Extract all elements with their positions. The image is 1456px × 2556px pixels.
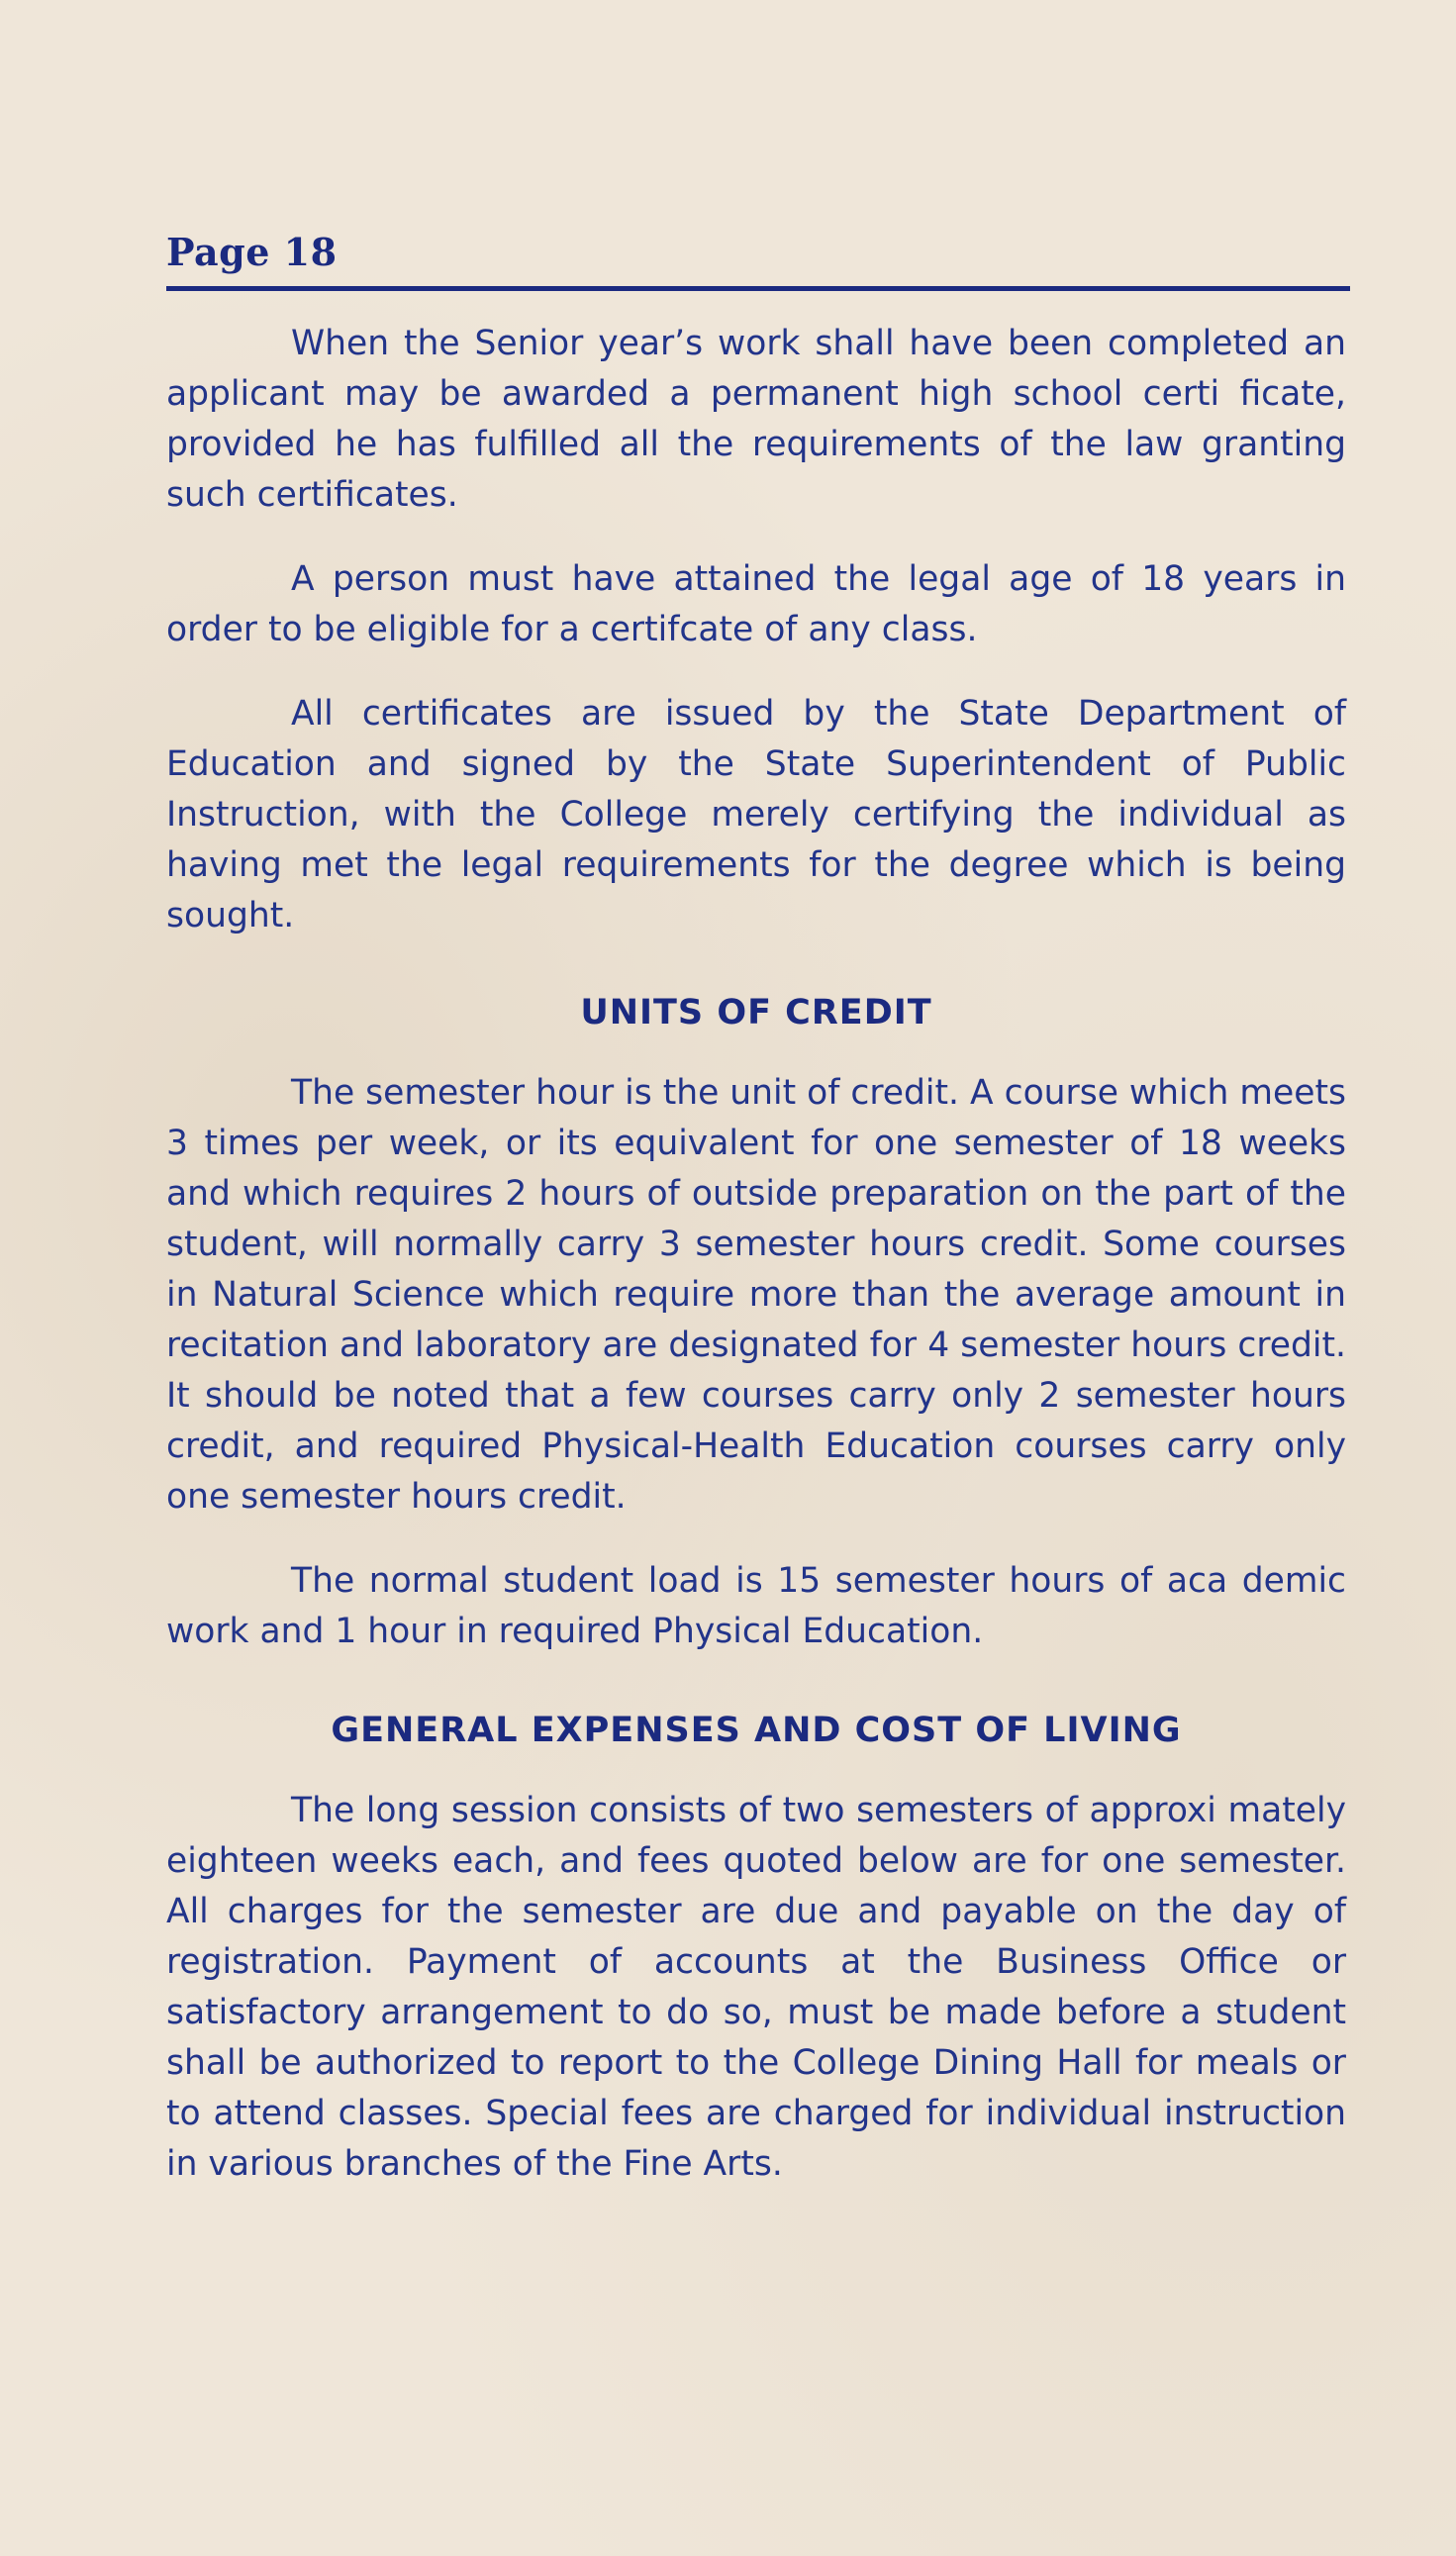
paragraph-semester-hour: The semester hour is the unit of credit. A course which meets 3 times per week, or its equivalent for one semester of 18 weeks and which requires 2 hours of outside preparation on the part of the student, will normally carry 3 semester hours credit. Some courses in Natural Science which require more than the average amount in recitation and laboratory are designated for 4 semester hours credit. It should be noted that a few courses carry only 2 semester hours credit, and required Physical-Health Education courses carry only one semester hours credit.: [166, 1073, 1346, 1517]
heading-units-of-credit: UNITS OF CREDIT: [580, 993, 932, 1032]
paragraph-legal-age: A person must have attained the legal age of 18 years in order to be eligible for a certifcate of any class.: [166, 559, 1346, 649]
paragraph-student-load: The normal student load is 15 semester hours of aca demic work and 1 hour in required Physical Education.: [166, 1561, 1346, 1651]
paragraph-senior-year: When the Senior year’s work shall have been completed an applicant may be awarded a permanent high school certi ficate, provided he has fulfilled all the requirements of the law granting such certificates.: [166, 324, 1346, 515]
section-units-of-credit: [166, 975, 1346, 1657]
page-header: [166, 230, 1350, 291]
paragraph-long-session: The long session consists of two semesters of approxi mately eighteen weeks each, and fees quoted below are for one semester. All charges for the semester are due and payable on the day of registration. Payment of accounts at the Business Office or satisfactory arrangement to do so, must be made before a student shall be authorized to report to the College Dining Hall for meals or to attend classes. Special fees are charged for individual instruction in various branches of the Fine Arts.: [166, 1791, 1346, 2184]
paragraph-certificates: All certificates are issued by the State Department of Education and signed by the State Superintendent of Public Instruction, with the College merely certifying the individual as having met the legal requirements for the degree which is being sought.: [166, 694, 1346, 935]
heading-general-expenses: GENERAL EXPENSES AND COST OF LIVING: [331, 1711, 1182, 1750]
page-number: Page 18: [166, 230, 338, 274]
page-body: [166, 319, 1346, 2223]
section-general-expenses: [166, 1691, 1346, 2190]
